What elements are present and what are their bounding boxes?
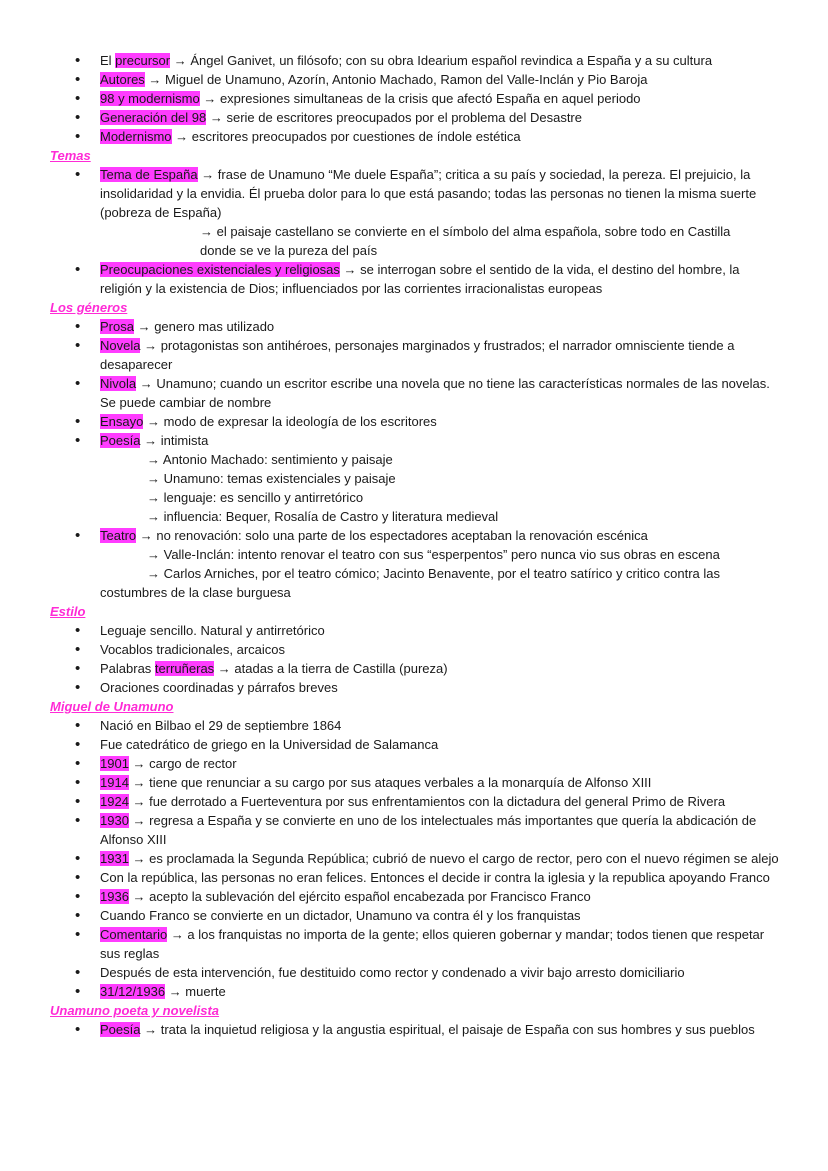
- list-item: • 98 y modernismo → expresiones simultaneas de la crisis que afectó España en aquel periodo: [100, 89, 780, 108]
- section-heading-unamuno: Miguel de Unamuno: [50, 699, 174, 714]
- highlight: Comentario: [100, 927, 168, 942]
- list-item: • 1930 → regresa a España y se convierte en uno de los intelectuales más importantes que quería la abdicación de Alfonso XIII: [100, 811, 780, 849]
- highlight: Prosa: [100, 319, 134, 334]
- list-item: • Leguaje sencillo. Natural y antirretórico: [100, 621, 780, 640]
- list-item: • Poesía → trata la inquietud religiosa y la angustia espiritual, el paisaje de España con sus hombres y sus pueblos: [100, 1020, 780, 1039]
- list-item: • Preocupaciones existenciales y religiosas → se interrogan sobre el sentido de la vida, el destino del hombre, la religión y la existencia de Dios; influenciados por las corrientes irracionalistas europeas: [100, 260, 780, 298]
- highlight: 31/12/1936: [100, 984, 166, 999]
- sub-note: → el paisaje castellano se convierte en el símbolo del alma española, sobre todo en Castilla: [200, 224, 731, 239]
- highlight: Preocupaciones existenciales y religiosas: [100, 262, 340, 277]
- list-item: • 1914 → tiene que renunciar a su cargo por sus ataques verbales a la monarquía de Alfonso XIII: [100, 773, 780, 792]
- list-item: • Palabras terruñeras → atadas a la tierra de Castilla (pureza): [100, 659, 780, 678]
- section-heading-poeta: Unamuno poeta y novelista: [50, 1003, 220, 1018]
- highlight: 1930: [100, 813, 129, 828]
- list-item: • 1931 → es proclamada la Segunda República; cubrió de nuevo el cargo de rector, pero con el nuevo régimen se alejo: [100, 849, 780, 868]
- sub-note: → lenguaje: es sencillo y antirretórico: [147, 490, 364, 505]
- list-item: • Generación del 98 → serie de escritores preocupados por el problema del Desastre: [100, 108, 780, 127]
- list-item: • El precursor → Ángel Ganivet, un filósofo; con su obra Idearium español revindica a España y a su cultura: [100, 51, 780, 70]
- list-item: • Tema de España → frase de Unamuno “Me duele España”; critica a su país y sociedad, la pereza. El prejuicio, la insolidaridad y la envidia. Él prueba dolor para lo que está pasando; todas las personas no tienen la misma suerte (pobreza de España) → el paisaje castellano se convierte en el símbolo del alma española, sobre todo en Castilla donde se ve la pureza del país: [100, 165, 780, 260]
- sub-note: → influencia: Bequer, Rosalía de Castro y literatura medieval: [147, 509, 499, 524]
- highlight: 1931: [100, 851, 129, 866]
- highlight: 98 y modernismo: [100, 91, 200, 106]
- section-heading-temas: Temas: [50, 148, 91, 163]
- list-item: • 31/12/1936 → muerte: [100, 982, 780, 1001]
- list-item: • Ensayo → modo de expresar la ideología de los escritores: [100, 412, 780, 431]
- list-item: • Comentario → a los franquistas no importa de la gente; ellos quieren gobernar y mandar; todos tienen que respetar sus reglas: [100, 925, 780, 963]
- list-item: • Teatro → no renovación: solo una parte de los espectadores aceptaban la renovación escénica → Valle-Inclán: intento renovar el teatro con sus “esperpentos” pero nunca vio sus obras en escena → Carlos Arniches, por el teatro cómico; Jacinto Benavente, por el teatro satírico y critico contra las costumbres de la clase burguesa: [100, 526, 780, 602]
- highlight: Modernismo: [100, 129, 172, 144]
- document-page: [0, 51, 828, 1039]
- highlight: Ensayo: [100, 414, 144, 429]
- highlight: 1936: [100, 889, 129, 904]
- highlight: Novela: [100, 338, 141, 353]
- sub-note: → Valle-Inclán: intento renovar el teatro con sus “esperpentos” pero nunca vio sus obras en escena: [147, 547, 720, 562]
- generos-list: [0, 317, 828, 602]
- temas-list: [0, 165, 828, 298]
- list-item: • Cuando Franco se convierte en un dictador, Unamuno va contra él y los franquistas: [100, 906, 780, 925]
- list-item: • Fue catedrático de griego en la Universidad de Salamanca: [100, 735, 780, 754]
- estilo-list: [0, 621, 828, 697]
- highlight: Autores: [100, 72, 145, 87]
- highlight: Poesía: [100, 433, 141, 448]
- list-item: • Modernismo → escritores preocupados por cuestiones de índole estética: [100, 127, 780, 146]
- highlight: Nivola: [100, 376, 137, 391]
- list-item: • 1901 → cargo de rector: [100, 754, 780, 773]
- list-item: • Nivola → Unamuno; cuando un escritor escribe una novela que no tiene las características normales de las novelas. Se puede cambiar de nombre: [100, 374, 780, 412]
- section-heading-estilo: Estilo: [50, 604, 86, 619]
- sub-note: costumbres de la clase burguesa: [100, 585, 291, 600]
- list-item: • Vocablos tradicionales, arcaicos: [100, 640, 780, 659]
- poeta-list: [0, 1020, 828, 1039]
- list-item: • 1924 → fue derrotado a Fuerteventura por sus enfrentamientos con la dictadura del general Primo de Rivera: [100, 792, 780, 811]
- sub-note: → Unamuno: temas existenciales y paisaje: [147, 471, 396, 486]
- list-item: • Autores → Miguel de Unamuno, Azorín, Antonio Machado, Ramon del Valle-Inclán y Pio Baroja: [100, 70, 780, 89]
- list-item: • Novela → protagonistas son antihéroes, personajes marginados y frustrados; el narrador omnisciente tiende a desaparecer: [100, 336, 780, 374]
- list-item: • Después de esta intervención, fue destituido como rector y condenado a vivir bajo arresto domiciliario: [100, 963, 780, 982]
- list-item: • 1936 → acepto la sublevación del ejército español encabezada por Francisco Franco: [100, 887, 780, 906]
- sub-note: → Antonio Machado: sentimiento y paisaje: [147, 452, 393, 467]
- highlight: precursor: [115, 53, 171, 68]
- highlight: Tema de España: [100, 167, 198, 182]
- sub-note: donde se ve la pureza del país: [200, 243, 378, 258]
- highlight: Teatro: [100, 528, 137, 543]
- section-heading-generos: Los géneros: [50, 300, 128, 315]
- highlight: 1901: [100, 756, 129, 771]
- list-item: • Prosa → genero mas utilizado: [100, 317, 780, 336]
- highlight: 1924: [100, 794, 129, 809]
- highlight: Generación del 98: [100, 110, 207, 125]
- sub-note: → Carlos Arniches, por el teatro cómico; Jacinto Benavente, por el teatro satírico y critico contra las: [147, 566, 720, 581]
- list-item: • Oraciones coordinadas y párrafos breves: [100, 678, 780, 697]
- list-item: • Con la república, las personas no eran felices. Entonces el decide ir contra la iglesia y la republica apoyando Franco: [100, 868, 780, 887]
- intro-list: [0, 51, 828, 146]
- list-item: • Poesía → intimista → Antonio Machado: sentimiento y paisaje → Unamuno: temas existenciales y paisaje → lenguaje: es sencillo y antirretórico → influencia: Bequer, Rosalía de Castro y literatura medieval: [100, 431, 780, 526]
- highlight: Poesía: [100, 1022, 141, 1037]
- highlight: 1914: [100, 775, 129, 790]
- list-item: • Nació en Bilbao el 29 de septiembre 1864: [100, 716, 780, 735]
- unamuno-list: [0, 716, 828, 1001]
- highlight: terruñeras: [154, 661, 215, 676]
